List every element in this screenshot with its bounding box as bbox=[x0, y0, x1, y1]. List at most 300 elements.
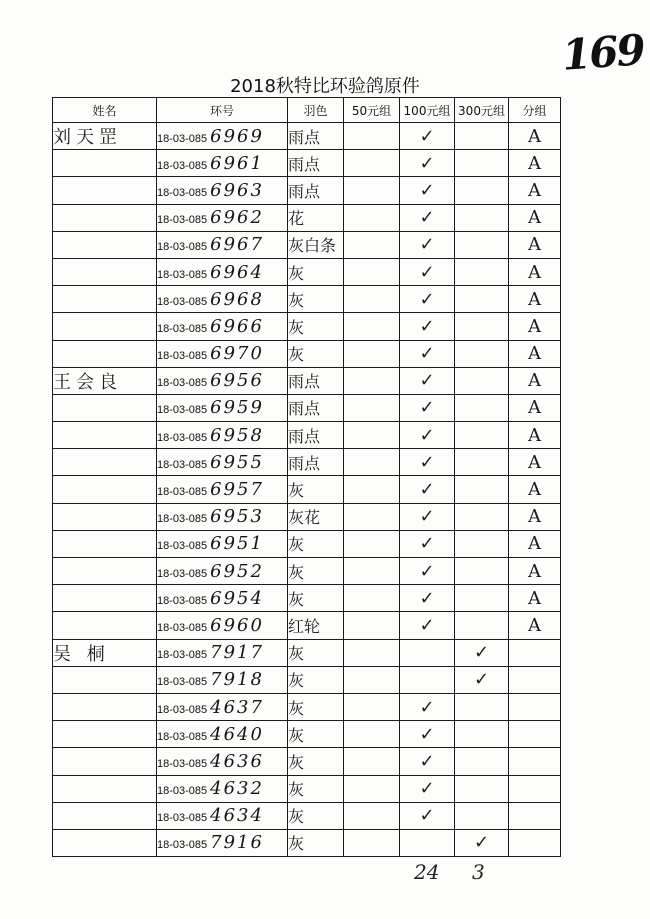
ring-prefix: 18-03-085 bbox=[157, 431, 208, 444]
ring-prefix: 18-03-085 bbox=[157, 186, 208, 199]
table-row bbox=[53, 449, 561, 476]
g300-cell bbox=[455, 530, 509, 557]
g300-cell bbox=[455, 394, 509, 421]
check-mark-icon: ✓ bbox=[419, 723, 435, 744]
owner-name bbox=[53, 802, 157, 829]
g50-cell bbox=[344, 775, 400, 802]
ring-prefix: 18-03-085 bbox=[157, 404, 208, 417]
owner-name bbox=[53, 558, 157, 585]
division-cell: A bbox=[509, 449, 561, 476]
ring-number bbox=[157, 150, 288, 177]
g50-cell bbox=[344, 286, 400, 313]
table-row bbox=[53, 721, 561, 748]
g50-cell bbox=[344, 340, 400, 367]
owner-name bbox=[53, 748, 157, 775]
g300-cell bbox=[455, 367, 509, 394]
page-title: 2018秋特比环验鸽原件 bbox=[230, 76, 420, 97]
owner-name bbox=[53, 829, 157, 856]
ring-prefix: 18-03-085 bbox=[157, 594, 208, 607]
g100-cell bbox=[400, 476, 455, 503]
division-cell: A bbox=[509, 313, 561, 340]
ring-suffix: 6958 bbox=[210, 424, 264, 446]
g300-cell bbox=[455, 639, 509, 666]
g300-cell bbox=[455, 231, 509, 258]
g100-cell bbox=[400, 829, 455, 856]
table-row bbox=[53, 802, 561, 829]
ring-number bbox=[157, 612, 288, 639]
feather-color: 灰 bbox=[288, 748, 344, 775]
division-cell bbox=[509, 693, 561, 720]
division-cell: A bbox=[509, 286, 561, 313]
g50-cell bbox=[344, 449, 400, 476]
ring-number bbox=[157, 530, 288, 557]
ring-suffix: 6963 bbox=[210, 179, 264, 201]
g300-cell bbox=[455, 829, 509, 856]
header-division: 分组 bbox=[509, 98, 561, 123]
division-cell: A bbox=[509, 476, 561, 503]
division-cell bbox=[509, 775, 561, 802]
g300-cell bbox=[455, 612, 509, 639]
header-g50: 50元组 bbox=[344, 98, 400, 123]
check-mark-icon: ✓ bbox=[419, 370, 435, 391]
header-g300: 300元组 bbox=[455, 98, 509, 123]
feather-color: 灰 bbox=[288, 802, 344, 829]
header-color: 羽色 bbox=[288, 98, 344, 123]
owner-name: 刘天罡 bbox=[53, 123, 157, 150]
g100-cell bbox=[400, 530, 455, 557]
ring-prefix: 18-03-085 bbox=[157, 567, 208, 580]
division-cell bbox=[509, 639, 561, 666]
table-row bbox=[53, 666, 561, 693]
g100-cell bbox=[400, 612, 455, 639]
owner-name bbox=[53, 204, 157, 231]
g50-cell bbox=[344, 829, 400, 856]
ring-suffix: 6960 bbox=[210, 614, 264, 636]
division-cell: A bbox=[509, 585, 561, 612]
ring-prefix: 18-03-085 bbox=[157, 350, 208, 363]
g100-cell bbox=[400, 693, 455, 720]
table-row bbox=[53, 829, 561, 856]
g100-cell bbox=[400, 258, 455, 285]
ring-number bbox=[157, 585, 288, 612]
check-mark-icon: ✓ bbox=[419, 315, 435, 336]
ring-prefix: 18-03-085 bbox=[157, 377, 208, 390]
check-mark-icon: ✓ bbox=[473, 642, 490, 663]
owner-name bbox=[53, 693, 157, 720]
table-row bbox=[53, 258, 561, 285]
g300-cell bbox=[455, 775, 509, 802]
g300-cell bbox=[455, 177, 509, 204]
g100-cell bbox=[400, 150, 455, 177]
division-cell: A bbox=[509, 340, 561, 367]
ring-prefix: 18-03-085 bbox=[157, 730, 208, 743]
feather-color: 红轮 bbox=[288, 612, 344, 639]
ring-prefix: 18-03-085 bbox=[157, 159, 208, 172]
g50-cell bbox=[344, 231, 400, 258]
ring-suffix: 4640 bbox=[210, 723, 264, 745]
ring-number bbox=[157, 829, 288, 856]
ring-suffix: 4637 bbox=[210, 696, 264, 718]
ring-suffix: 6955 bbox=[210, 451, 264, 473]
owner-name bbox=[53, 313, 157, 340]
feather-color: 灰 bbox=[288, 829, 344, 856]
page-number: 169 bbox=[560, 25, 646, 80]
check-mark-icon: ✓ bbox=[419, 343, 435, 364]
ring-suffix: 6969 bbox=[210, 125, 264, 147]
division-cell: A bbox=[509, 530, 561, 557]
ring-number bbox=[157, 313, 288, 340]
ring-prefix: 18-03-085 bbox=[157, 839, 208, 852]
header-g100: 100元组 bbox=[400, 98, 455, 123]
ring-prefix: 18-03-085 bbox=[157, 214, 208, 227]
ring-number bbox=[157, 693, 288, 720]
ring-prefix: 18-03-085 bbox=[157, 785, 208, 798]
feather-color: 灰 bbox=[288, 558, 344, 585]
g50-cell bbox=[344, 367, 400, 394]
division-cell: A bbox=[509, 558, 561, 585]
ring-prefix: 18-03-085 bbox=[157, 757, 208, 770]
g50-cell bbox=[344, 558, 400, 585]
ring-suffix: 6961 bbox=[210, 152, 264, 174]
ring-number bbox=[157, 123, 288, 150]
g50-cell bbox=[344, 204, 400, 231]
ring-number bbox=[157, 340, 288, 367]
check-mark-icon: ✓ bbox=[473, 669, 490, 690]
ring-suffix: 4632 bbox=[210, 778, 264, 800]
g300-cell bbox=[455, 340, 509, 367]
g300-cell bbox=[455, 585, 509, 612]
ring-suffix: 6970 bbox=[210, 343, 264, 365]
owner-name bbox=[53, 340, 157, 367]
check-mark-icon: ✓ bbox=[419, 288, 435, 309]
division-cell: A bbox=[509, 258, 561, 285]
g100-cell bbox=[400, 558, 455, 585]
ring-suffix: 6962 bbox=[210, 207, 264, 229]
owner-name bbox=[53, 449, 157, 476]
g100-cell bbox=[400, 231, 455, 258]
owner-name bbox=[53, 258, 157, 285]
feather-color: 灰 bbox=[288, 258, 344, 285]
g50-cell bbox=[344, 666, 400, 693]
g50-cell bbox=[344, 123, 400, 150]
check-mark-icon: ✓ bbox=[419, 451, 435, 472]
g300-cell bbox=[455, 721, 509, 748]
table-row bbox=[53, 530, 561, 557]
owner-name bbox=[53, 231, 157, 258]
feather-color: 雨点 bbox=[288, 394, 344, 421]
division-cell: A bbox=[509, 204, 561, 231]
g300-cell bbox=[455, 666, 509, 693]
division-cell: A bbox=[509, 422, 561, 449]
ring-suffix: 7916 bbox=[210, 832, 264, 854]
g300-cell bbox=[455, 313, 509, 340]
g100-cell bbox=[400, 721, 455, 748]
owner-name bbox=[53, 721, 157, 748]
g100-cell bbox=[400, 585, 455, 612]
feather-color: 灰 bbox=[288, 693, 344, 720]
g100-cell bbox=[400, 340, 455, 367]
ring-number bbox=[157, 449, 288, 476]
g50-cell bbox=[344, 612, 400, 639]
owner-name bbox=[53, 422, 157, 449]
total-g100: 24 bbox=[414, 860, 440, 884]
check-mark-icon: ✓ bbox=[419, 614, 435, 635]
ring-suffix: 6957 bbox=[210, 479, 264, 501]
table-row bbox=[53, 150, 561, 177]
table-row bbox=[53, 775, 561, 802]
division-cell bbox=[509, 721, 561, 748]
owner-name bbox=[53, 775, 157, 802]
g300-cell bbox=[455, 476, 509, 503]
feather-color: 灰 bbox=[288, 286, 344, 313]
g300-cell bbox=[455, 693, 509, 720]
ring-number bbox=[157, 558, 288, 585]
table-row bbox=[53, 558, 561, 585]
feather-color: 灰 bbox=[288, 666, 344, 693]
g100-cell bbox=[400, 503, 455, 530]
ring-suffix: 6952 bbox=[210, 560, 264, 582]
g300-cell bbox=[455, 123, 509, 150]
check-mark-icon: ✓ bbox=[419, 778, 435, 799]
table-row bbox=[53, 394, 561, 421]
check-mark-icon: ✓ bbox=[419, 234, 435, 255]
g300-cell bbox=[455, 422, 509, 449]
ring-suffix: 6953 bbox=[210, 506, 264, 528]
table-row bbox=[53, 313, 561, 340]
check-mark-icon: ✓ bbox=[419, 587, 435, 608]
check-mark-icon: ✓ bbox=[419, 533, 435, 554]
division-cell: A bbox=[509, 123, 561, 150]
ring-prefix: 18-03-085 bbox=[157, 649, 208, 662]
table-row bbox=[53, 639, 561, 666]
table-row bbox=[53, 748, 561, 775]
division-cell bbox=[509, 802, 561, 829]
g300-cell bbox=[455, 449, 509, 476]
division-cell: A bbox=[509, 394, 561, 421]
ring-number bbox=[157, 204, 288, 231]
table-row bbox=[53, 340, 561, 367]
feather-color: 灰 bbox=[288, 639, 344, 666]
table-row bbox=[53, 612, 561, 639]
g100-cell bbox=[400, 313, 455, 340]
check-mark-icon: ✓ bbox=[419, 261, 435, 282]
ring-number bbox=[157, 503, 288, 530]
table-row bbox=[53, 231, 561, 258]
table-row bbox=[53, 503, 561, 530]
ring-prefix: 18-03-085 bbox=[157, 486, 208, 499]
ring-prefix: 18-03-085 bbox=[157, 703, 208, 716]
header-ring: 环号 bbox=[157, 98, 288, 123]
g300-cell bbox=[455, 204, 509, 231]
g50-cell bbox=[344, 258, 400, 285]
g100-cell bbox=[400, 177, 455, 204]
feather-color: 灰 bbox=[288, 313, 344, 340]
ring-suffix: 6951 bbox=[210, 533, 264, 555]
ring-number bbox=[157, 394, 288, 421]
owner-name bbox=[53, 394, 157, 421]
g50-cell bbox=[344, 693, 400, 720]
g300-cell bbox=[455, 258, 509, 285]
ring-prefix: 18-03-085 bbox=[157, 812, 208, 825]
g100-cell bbox=[400, 286, 455, 313]
ring-number bbox=[157, 177, 288, 204]
table-row bbox=[53, 177, 561, 204]
table-row bbox=[53, 286, 561, 313]
ring-suffix: 7917 bbox=[210, 642, 264, 664]
ring-suffix: 6956 bbox=[210, 370, 264, 392]
g100-cell bbox=[400, 748, 455, 775]
feather-color: 雨点 bbox=[288, 150, 344, 177]
g300-cell bbox=[455, 286, 509, 313]
owner-name: 王会良 bbox=[53, 367, 157, 394]
total-g300: 3 bbox=[472, 860, 485, 884]
division-cell: A bbox=[509, 150, 561, 177]
ring-prefix: 18-03-085 bbox=[157, 295, 208, 308]
ring-suffix: 6964 bbox=[210, 261, 264, 283]
g50-cell bbox=[344, 639, 400, 666]
g100-cell bbox=[400, 123, 455, 150]
header-row bbox=[53, 98, 561, 123]
feather-color: 灰 bbox=[288, 721, 344, 748]
g50-cell bbox=[344, 503, 400, 530]
ring-number bbox=[157, 721, 288, 748]
check-mark-icon: ✓ bbox=[419, 506, 435, 527]
feather-color: 雨点 bbox=[288, 123, 344, 150]
table-row bbox=[53, 693, 561, 720]
feather-color: 雨点 bbox=[288, 367, 344, 394]
owner-name bbox=[53, 612, 157, 639]
g50-cell bbox=[344, 748, 400, 775]
division-cell bbox=[509, 748, 561, 775]
owner-name bbox=[53, 666, 157, 693]
ring-number bbox=[157, 748, 288, 775]
g300-cell bbox=[455, 503, 509, 530]
g50-cell bbox=[344, 721, 400, 748]
g100-cell bbox=[400, 449, 455, 476]
ring-suffix: 4636 bbox=[210, 750, 264, 772]
g100-cell bbox=[400, 639, 455, 666]
division-cell: A bbox=[509, 612, 561, 639]
feather-color: 灰花 bbox=[288, 503, 344, 530]
owner-name bbox=[53, 585, 157, 612]
feather-color: 雨点 bbox=[288, 177, 344, 204]
ring-number bbox=[157, 802, 288, 829]
check-mark-icon: ✓ bbox=[419, 750, 435, 771]
ring-number bbox=[157, 231, 288, 258]
ring-number bbox=[157, 286, 288, 313]
table-row bbox=[53, 204, 561, 231]
check-mark-icon: ✓ bbox=[419, 424, 435, 445]
ring-suffix: 6967 bbox=[210, 234, 264, 256]
ring-suffix: 7918 bbox=[210, 669, 264, 691]
ring-prefix: 18-03-085 bbox=[157, 132, 208, 145]
check-mark-icon: ✓ bbox=[419, 125, 435, 146]
ring-suffix: 6968 bbox=[210, 288, 264, 310]
g50-cell bbox=[344, 313, 400, 340]
ring-number bbox=[157, 775, 288, 802]
ring-number bbox=[157, 422, 288, 449]
records-table bbox=[52, 97, 561, 857]
table-row bbox=[53, 123, 561, 150]
ring-prefix: 18-03-085 bbox=[157, 458, 208, 471]
owner-name bbox=[53, 286, 157, 313]
owner-name bbox=[53, 150, 157, 177]
division-cell bbox=[509, 666, 561, 693]
check-mark-icon: ✓ bbox=[473, 832, 490, 853]
ring-number bbox=[157, 367, 288, 394]
check-mark-icon: ✓ bbox=[419, 397, 435, 418]
owner-name bbox=[53, 476, 157, 503]
ring-prefix: 18-03-085 bbox=[157, 322, 208, 335]
header-name: 姓名 bbox=[53, 98, 157, 123]
feather-color: 灰 bbox=[288, 476, 344, 503]
g50-cell bbox=[344, 394, 400, 421]
ring-suffix: 6954 bbox=[210, 587, 264, 609]
g50-cell bbox=[344, 422, 400, 449]
table-row bbox=[53, 585, 561, 612]
check-mark-icon: ✓ bbox=[419, 152, 435, 173]
g50-cell bbox=[344, 476, 400, 503]
table-row bbox=[53, 476, 561, 503]
ring-number bbox=[157, 476, 288, 503]
g300-cell bbox=[455, 748, 509, 775]
division-cell: A bbox=[509, 231, 561, 258]
check-mark-icon: ✓ bbox=[419, 179, 435, 200]
feather-color: 雨点 bbox=[288, 449, 344, 476]
feather-color: 灰 bbox=[288, 585, 344, 612]
check-mark-icon: ✓ bbox=[419, 207, 435, 228]
g300-cell bbox=[455, 558, 509, 585]
owner-name bbox=[53, 503, 157, 530]
division-cell: A bbox=[509, 367, 561, 394]
ring-prefix: 18-03-085 bbox=[157, 268, 208, 281]
table-row bbox=[53, 422, 561, 449]
check-mark-icon: ✓ bbox=[419, 696, 435, 717]
ring-suffix: 6959 bbox=[210, 397, 264, 419]
g50-cell bbox=[344, 802, 400, 829]
feather-color: 灰白条 bbox=[288, 231, 344, 258]
g100-cell bbox=[400, 802, 455, 829]
owner-name: 吴 桐 bbox=[53, 639, 157, 666]
division-cell: A bbox=[509, 503, 561, 530]
feather-color: 花 bbox=[288, 204, 344, 231]
g50-cell bbox=[344, 150, 400, 177]
feather-color: 灰 bbox=[288, 340, 344, 367]
g100-cell bbox=[400, 666, 455, 693]
check-mark-icon: ✓ bbox=[419, 805, 435, 826]
table-row bbox=[53, 367, 561, 394]
division-cell bbox=[509, 829, 561, 856]
ring-number bbox=[157, 639, 288, 666]
owner-name bbox=[53, 530, 157, 557]
ring-prefix: 18-03-085 bbox=[157, 676, 208, 689]
g100-cell bbox=[400, 204, 455, 231]
g100-cell bbox=[400, 775, 455, 802]
ring-prefix: 18-03-085 bbox=[157, 513, 208, 526]
ring-suffix: 6966 bbox=[210, 315, 264, 337]
check-mark-icon: ✓ bbox=[419, 560, 435, 581]
feather-color: 灰 bbox=[288, 530, 344, 557]
g100-cell bbox=[400, 367, 455, 394]
g50-cell bbox=[344, 530, 400, 557]
ring-suffix: 4634 bbox=[210, 805, 264, 827]
owner-name bbox=[53, 177, 157, 204]
g50-cell bbox=[344, 585, 400, 612]
division-cell: A bbox=[509, 177, 561, 204]
g300-cell bbox=[455, 150, 509, 177]
g50-cell bbox=[344, 177, 400, 204]
ring-prefix: 18-03-085 bbox=[157, 621, 208, 634]
